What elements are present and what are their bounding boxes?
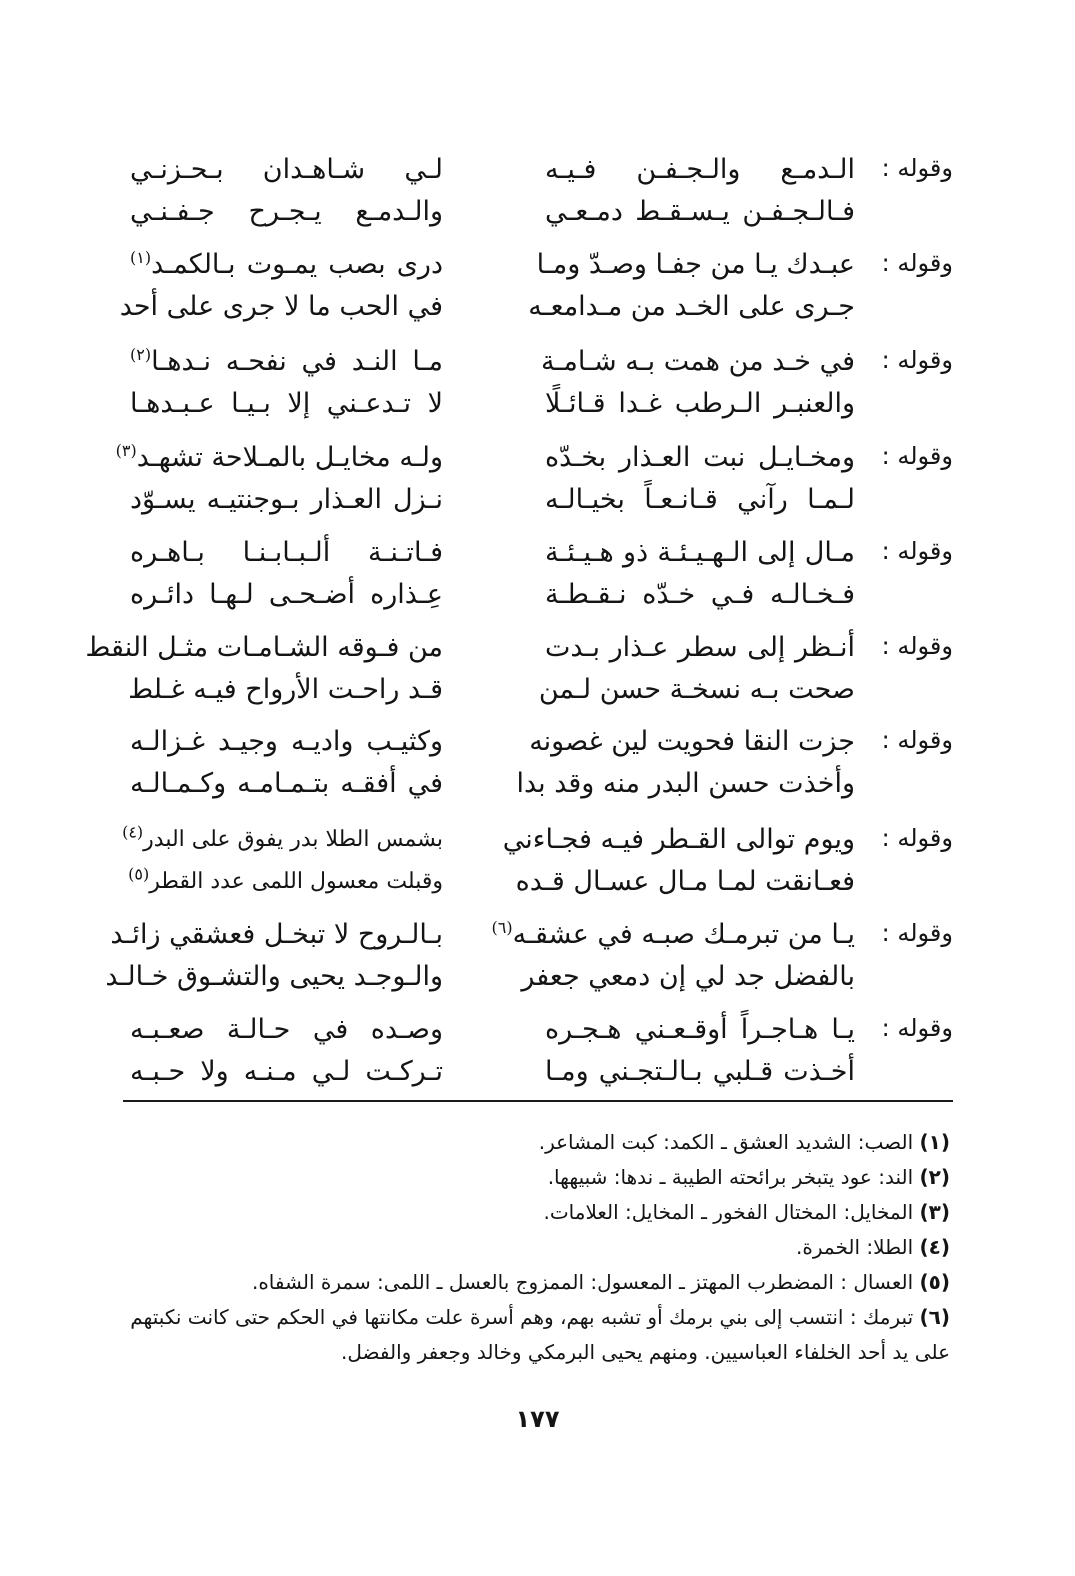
verse-second-hemistich: [130, 192, 443, 232]
verse-first-hemistich: فـخـالـه فـي خـدّه نـقـطـة: [545, 579, 855, 610]
poem-stanza: [0, 342, 1075, 442]
footnote-text: الصب: الشديد العشق ـ الكمد: كبت المشاعر.: [538, 1130, 914, 1154]
verse-first-hemistich: فعـانقت لمـا مـال عسـال قـده: [515, 866, 855, 897]
footnote-number: (٤): [919, 1235, 950, 1259]
verse-text: ولـه مخايـل بالمـلاحة تشهـد: [136, 442, 443, 473]
footnote-number: (٢): [919, 1165, 950, 1189]
verse-second-hemistich: [119, 287, 443, 327]
verse-text: وصـده في حـالـة صعـبـه: [130, 1014, 443, 1045]
verse-first-hemistich: أخـذت قـلبي بـالـتجـني ومـا: [545, 1056, 855, 1087]
verse-second-hemistich: [130, 1010, 443, 1050]
footnote-marker: (٣): [115, 441, 137, 460]
verse-second-hemistich: [110, 915, 443, 955]
verse-text: وكثيـب واديـه وجيـد غـزالـه: [130, 726, 443, 757]
verse-second-hemistich: [130, 764, 443, 804]
verse-second-hemistich: [130, 862, 443, 902]
verse-text: درى بصب يمـوت بـالكمـد: [151, 249, 443, 280]
stanza-label: وقوله :: [881, 726, 953, 754]
verse-text: والـوجـد يحيى والتشـوق خـالـد: [105, 961, 443, 992]
footnote-text: العسال : المضطرب المهتز ـ المعسول: الممزوج بالعسل ـ اللمى: سمرة الشفاه.: [251, 1270, 914, 1294]
poem-stanza: [0, 533, 1075, 633]
verse-text: والـدمـع يـجـرح جـفـنـي: [130, 196, 443, 227]
verse-second-hemistich: [122, 820, 443, 860]
verse-first-hemistich: أنـظر إلى سطر عـذار بـدت: [545, 632, 855, 663]
stanza-label: وقوله :: [881, 919, 953, 947]
verse-second-hemistich: [130, 533, 443, 573]
verse-text: مـا النـد في نفحـه نـدهـا: [151, 346, 443, 377]
verse-first-hemistich: ويوم توالى القـطر فيـه فجـاءني: [502, 824, 855, 855]
poem-stanza: [0, 1010, 1075, 1110]
verse-first-hemistich: بالفضل جد لي إن دمعي جعفر: [521, 961, 855, 992]
footnote-text: تبرمك : انتسب إلى بني برمك أو تشبه بهم، وهم أسرة علت مكانتها في الحكم حتى كانت نكبتهم على يد أحد الخلفاء العباسيين. ومنهم يحيى البرمكي وخالد وجعفر والفضل.: [130, 1305, 950, 1364]
footnote-number: (٦): [919, 1305, 950, 1329]
verse-first-hemistich: صحت بـه نسخـة حسن لـمن: [538, 674, 855, 705]
verse-text: في الحب ما لا جرى على أحد: [119, 291, 443, 322]
verse-text: قـد راحـت الأرواح فيـه غـلط: [128, 674, 443, 705]
footnote: [120, 1230, 950, 1265]
verse-second-hemistich: [130, 1052, 443, 1092]
poem-stanza: [0, 915, 1075, 1015]
stanza-label: وقوله :: [881, 346, 953, 374]
stanza-label: وقوله :: [881, 824, 953, 852]
footnote-text: الند: عود يتبخر برائحته الطيبة ـ ندها: شبيهها.: [547, 1165, 914, 1189]
verse-text: عِـذاره أضـحـى لـهـا دائـره: [130, 579, 443, 610]
verse-second-hemistich: [130, 480, 443, 520]
verse-first-hemistich: والعنبـر الـرطب غـدا قـائـلًا: [545, 388, 855, 419]
verse-first-hemistich: ومخـايـل نبت العـذار بخـدّه: [545, 442, 855, 473]
poem-stanza: [0, 245, 1075, 345]
verse-text: بـالـروح لا تبخـل فعشقي زائـد: [110, 919, 443, 950]
verse-text: لا تـدعـني إلا بـيـا عـبـدهـا: [130, 388, 443, 419]
verse-text: لـي شـاهـدان بـحـزنـي: [130, 154, 443, 185]
stanza-label: وقوله :: [881, 249, 953, 277]
stanza-label: وقوله :: [881, 537, 953, 565]
footnote-marker: (٥): [128, 864, 150, 884]
verse-second-hemistich: [130, 150, 443, 190]
verse-second-hemistich: [105, 957, 443, 997]
footnote-marker: (٦): [491, 918, 513, 937]
verse-first-hemistich: يـا هـاجـراً أوقـعـني هـجـره: [545, 1014, 855, 1045]
footnotes: [120, 1125, 950, 1370]
stanza-label: وقوله :: [881, 442, 953, 470]
footnote: [120, 1300, 950, 1370]
verse-second-hemistich: [85, 628, 443, 668]
verse-first-hemistich: مـال إلى الـهـيـئـة ذو هـيـئـة: [545, 537, 855, 568]
footnote-marker: (٤): [122, 822, 144, 842]
verse-second-hemistich: [130, 575, 443, 615]
verse-text: وقبلت معسول اللمى عدد القطر: [149, 869, 443, 894]
verse-first-hemistich: جـرى على الخـد من مـدامعـه: [528, 291, 855, 322]
verse-first-hemistich: الـدمـع والـجـفـن فـيـه: [545, 154, 855, 185]
footnote-number: (١): [919, 1130, 950, 1154]
verse-text: يـا من تبرمـك صبـه في عشقـه: [512, 919, 855, 950]
verse-second-hemistich: [130, 245, 443, 285]
verse-text: نـزل العـذار بـوجنتيـه يسـوّد: [130, 484, 443, 515]
footnote: [120, 1125, 950, 1160]
verse-first-hemistich: فـالـجـفـن يـسـقـط دمـعـي: [545, 196, 855, 227]
verse-first-hemistich: عبـدك يـا من جفـا وصـدّ ومـا: [536, 249, 855, 280]
verse-first-hemistich: وأخذت حسن البدر منه وقد بدا: [516, 768, 855, 799]
verse-second-hemistich: [130, 670, 443, 710]
verse-first-hemistich: [491, 915, 855, 955]
footnote: [120, 1195, 950, 1230]
poem-stanza: [0, 150, 1075, 250]
verse-text: في أفقـه بتـمـامـه وكـمـالـه: [130, 768, 443, 799]
stanza-label: وقوله :: [881, 154, 953, 182]
footnote-text: الطلا: الخمرة.: [796, 1235, 914, 1259]
verse-second-hemistich: [130, 384, 443, 424]
poem-stanza: [0, 722, 1075, 822]
footnote: [120, 1160, 950, 1195]
footnote-marker: (١): [130, 248, 152, 267]
page-number: ١٧٧: [515, 1405, 560, 1433]
verse-text: من فـوقه الشـامـات مثـل النقط: [85, 632, 443, 663]
stanza-label: وقوله :: [881, 1014, 953, 1042]
verse-first-hemistich: جزت النقا فحويت لين غصونه: [529, 726, 855, 757]
verse-first-hemistich: في خـد من همت بـه شـامـة: [541, 346, 855, 377]
verse-first-hemistich: لـمـا رآني قـانـعـاً بخيـالـه: [545, 484, 855, 515]
stanza-label: وقوله :: [881, 632, 953, 660]
verse-text: تـركـت لـي مـنـه ولا حـبـه: [130, 1056, 443, 1087]
footnote: [120, 1265, 950, 1300]
footnote-text: المخايل: المختال الفخور ـ المخايل: العلامات.: [543, 1200, 914, 1224]
verse-text: فـاتـنـة ألـبـابـنـا بـاهـره: [130, 537, 443, 568]
footnote-number: (٣): [919, 1200, 950, 1224]
verse-second-hemistich: [130, 722, 443, 762]
footnote-number: (٥): [919, 1270, 950, 1294]
verse-second-hemistich: [130, 342, 443, 382]
footnote-marker: (٢): [130, 345, 152, 364]
footnote-divider: [123, 1100, 953, 1102]
verse-text: بشمس الطلا بدر يفوق على البدر: [143, 827, 443, 852]
poem-stanza: [0, 820, 1075, 920]
poem-stanza: [0, 438, 1075, 538]
poem-stanza: [0, 628, 1075, 728]
verse-second-hemistich: [115, 438, 443, 478]
